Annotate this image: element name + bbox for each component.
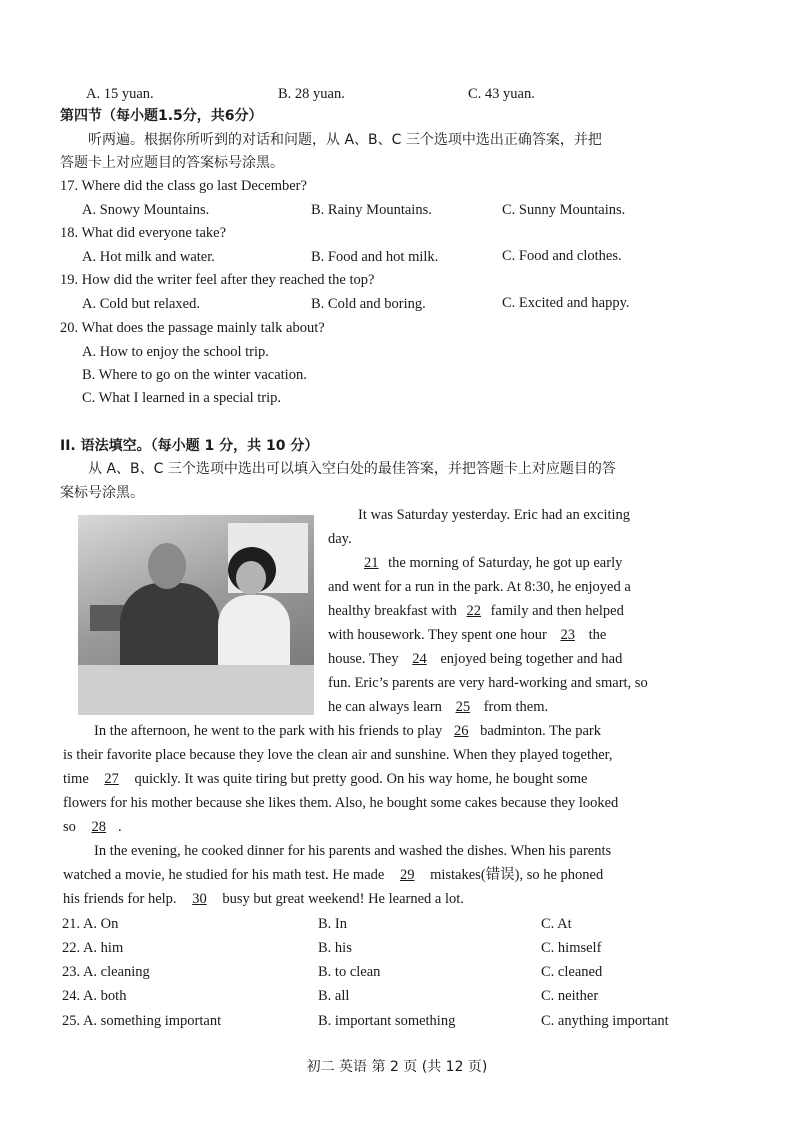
section2-instruction-1: 从 A、B、C 三个选项中选出可以填入空白处的最佳答案，并把答题卡上对应题目的答 bbox=[88, 461, 616, 477]
answer-option-b: B. important something bbox=[318, 1013, 456, 1029]
blank-21: 21 bbox=[364, 555, 379, 571]
question-19: 19. How did the writer feel after they reached the top? bbox=[60, 272, 375, 288]
answer-option-c: C. cleaned bbox=[541, 964, 603, 980]
passage-text: In the afternoon, he went to the park with his friends to play bbox=[94, 723, 446, 739]
passage-line: is their favorite place because they love the clean air and sunshine. When they played together, bbox=[63, 747, 613, 763]
passage-line bbox=[63, 890, 464, 908]
answer-25 bbox=[62, 1012, 221, 1030]
passage-text: badminton. The park bbox=[476, 723, 602, 739]
q18-option-b: B. Food and hot milk. bbox=[311, 249, 439, 265]
answer-23 bbox=[62, 963, 150, 981]
q17-option-b: B. Rainy Mountains. bbox=[311, 202, 432, 218]
answer-option-a: A. On bbox=[82, 916, 119, 932]
answer-number: 22. bbox=[62, 940, 81, 956]
passage-line: flowers for his mother because she likes them. Also, he bought some cakes because they looked bbox=[63, 795, 619, 811]
passage-line: day. bbox=[328, 531, 352, 547]
passage-line bbox=[94, 722, 601, 740]
section4-instruction-1: 听两遍。根据你所听到的对话和问题，从 A、B、C 三个选项中选出正确答案，并把 bbox=[88, 132, 602, 148]
answer-option-a: A. both bbox=[82, 988, 127, 1004]
passage-line: In the evening, he cooked dinner for his parents and washed the dishes. When his parents bbox=[94, 843, 612, 859]
passage-text: quickly. It was quite tiring but pretty good. On his way home, he bought some bbox=[130, 771, 588, 787]
passage-text: from them. bbox=[480, 699, 549, 715]
passage-text: so bbox=[63, 819, 80, 835]
photo-microwave bbox=[90, 605, 124, 631]
passage-line bbox=[63, 866, 603, 884]
q20-option-c: C. What I learned in a special trip. bbox=[82, 390, 282, 406]
passage-text: . bbox=[118, 819, 122, 835]
answer-option-b: B. to clean bbox=[318, 964, 381, 980]
passage-text: time bbox=[63, 771, 93, 787]
blank-27: 27 bbox=[104, 771, 119, 787]
passage-line bbox=[328, 698, 548, 716]
answer-option-a: A. something important bbox=[82, 1013, 222, 1029]
answer-24 bbox=[62, 987, 126, 1005]
answer-21 bbox=[62, 915, 118, 933]
section2-instruction-2: 案标号涂黑。 bbox=[60, 485, 144, 501]
answer-number: 23. bbox=[62, 964, 81, 980]
blank-29: 29 bbox=[399, 867, 415, 883]
q19-option-b: B. Cold and boring. bbox=[311, 296, 426, 312]
passage-text: the morning of Saturday, he got up early bbox=[384, 555, 623, 571]
passage-text: enjoyed being together and had bbox=[436, 651, 623, 667]
q18-option-c: C. Food and clothes. bbox=[502, 248, 622, 264]
photo-father-head bbox=[148, 543, 186, 589]
q17-option-c: C. Sunny Mountains. bbox=[502, 202, 626, 218]
question-18: 18. What did everyone take? bbox=[60, 225, 227, 241]
answer-number: 25. bbox=[62, 1013, 81, 1029]
answer-22 bbox=[62, 939, 123, 957]
passage-text: healthy breakfast with bbox=[328, 603, 461, 619]
passage-line bbox=[63, 770, 587, 788]
passage-line bbox=[63, 818, 122, 836]
photo-counter bbox=[78, 665, 314, 715]
passage-line: fun. Eric’s parents are very hard-working and smart, so bbox=[328, 675, 648, 691]
blank-28: 28 bbox=[91, 819, 107, 835]
section2-heading: II. 语法填空。（每小题 1 分，共 10 分） bbox=[60, 438, 319, 454]
answer-option-c: C. himself bbox=[541, 940, 602, 956]
q18-option-a: A. Hot milk and water. bbox=[82, 249, 215, 265]
answer-number: 24. bbox=[62, 988, 81, 1004]
passage-photo bbox=[78, 515, 314, 715]
q19-option-a: A. Cold but relaxed. bbox=[82, 296, 200, 312]
q20-option-a: A. How to enjoy the school trip. bbox=[82, 344, 269, 360]
blank-24: 24 bbox=[412, 651, 427, 667]
passage-line bbox=[328, 626, 606, 644]
passage-text: family and then helped bbox=[486, 603, 624, 619]
blank-26: 26 bbox=[453, 723, 469, 739]
q19-option-c: C. Excited and happy. bbox=[502, 295, 630, 311]
question-20: 20. What does the passage mainly talk about? bbox=[60, 320, 325, 336]
blank-30: 30 bbox=[192, 891, 207, 907]
answer-option-b: B. In bbox=[318, 916, 347, 932]
option-b: B. 28 yuan. bbox=[278, 86, 345, 102]
answer-number: 21. bbox=[62, 916, 81, 932]
answer-option-b: B. his bbox=[318, 940, 352, 956]
section4-instruction-2: 答题卡上对应题目的答案标号涂黑。 bbox=[60, 155, 284, 171]
passage-line bbox=[328, 602, 624, 620]
answer-option-a: A. cleaning bbox=[82, 964, 150, 980]
section4-heading: 第四节（每小题1.5分，共6分） bbox=[60, 108, 263, 124]
blank-25: 25 bbox=[455, 699, 471, 715]
photo-child-face bbox=[236, 561, 266, 595]
passage-line: and went for a run in the park. At 8:30, he enjoyed a bbox=[328, 579, 631, 595]
passage-text: he can always learn bbox=[328, 699, 446, 715]
passage-text: house. They bbox=[328, 651, 403, 667]
photo-child bbox=[218, 595, 290, 670]
question-17: 17. Where did the class go last December? bbox=[60, 178, 307, 194]
blank-22: 22 bbox=[466, 603, 481, 619]
passage-line bbox=[358, 554, 622, 572]
passage-text: watched a movie, he studied for his math test. He made bbox=[63, 867, 388, 883]
passage-text: busy but great weekend! He learned a lot. bbox=[218, 891, 464, 907]
passage-line: It was Saturday yesterday. Eric had an exciting bbox=[358, 507, 631, 523]
q20-option-b: B. Where to go on the winter vacation. bbox=[82, 367, 307, 383]
q17-option-a: A. Snowy Mountains. bbox=[82, 202, 210, 218]
answer-option-b: B. all bbox=[318, 988, 350, 1004]
option-a: A. 15 yuan. bbox=[86, 86, 154, 102]
page-footer: 初二 英语 第 2 页 (共 12 页) bbox=[306, 1059, 488, 1075]
passage-line bbox=[328, 650, 622, 668]
answer-option-c: C. anything important bbox=[541, 1013, 669, 1029]
passage-text: mistakes(错误), so he phoned bbox=[426, 867, 604, 883]
passage-text: his friends for help. bbox=[63, 891, 181, 907]
option-c: C. 43 yuan. bbox=[468, 86, 535, 102]
answer-option-c: C. neither bbox=[541, 988, 599, 1004]
answer-option-c: C. At bbox=[541, 916, 572, 932]
photo-father bbox=[120, 583, 220, 673]
passage-text: with housework. They spent one hour bbox=[328, 627, 551, 643]
blank-23: 23 bbox=[560, 627, 575, 643]
answer-option-a: A. him bbox=[82, 940, 124, 956]
passage-text: the bbox=[584, 627, 607, 643]
